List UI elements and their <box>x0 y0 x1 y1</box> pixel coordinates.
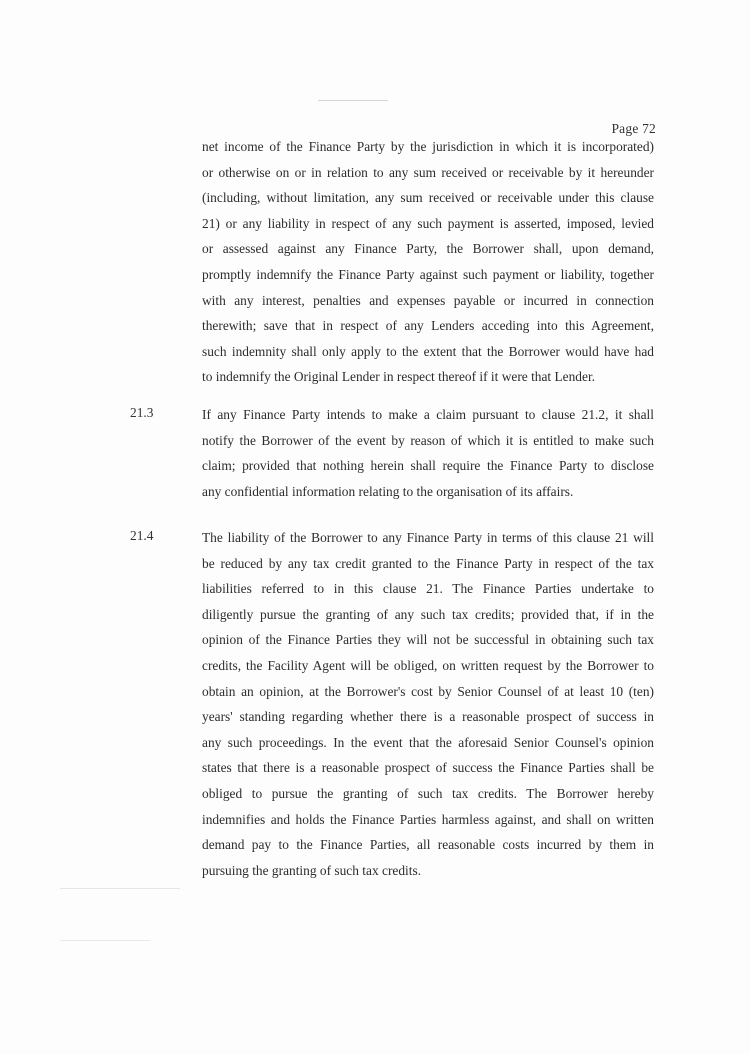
scan-artifact <box>318 100 388 101</box>
clause-number: 21.4 <box>130 528 154 543</box>
text-line: diligently pursue the granting of any such tax credits; provided that, if in the <box>202 606 654 622</box>
text-line: obtain an opinion, at the Borrower's cost by Senior Counsel of at least 10 (ten) <box>202 683 654 699</box>
text-line: claim; provided that nothing herein shall require the Finance Party to disclose <box>202 458 654 474</box>
continuation-paragraph <box>202 134 654 390</box>
text-line: indemnifies and holds the Finance Parties harmless against, and shall on written <box>202 811 654 827</box>
text-line: The liability of the Borrower to any Finance Party in terms of this clause 21 will <box>202 530 654 545</box>
scan-artifact <box>60 888 180 889</box>
text-line: any confidential information relating to the organisation of its affairs. <box>202 483 574 499</box>
text-line: credits, the Facility Agent will be obliged, on written request by the Borrower to <box>202 657 654 673</box>
text-line: with any interest, penalties and expenses payable or incurred in connection <box>202 292 654 308</box>
text-line: such indemnity shall only apply to the extent that the Borrower would have had <box>202 343 654 359</box>
text-line: promptly indemnify the Finance Party against such payment or liability, together <box>202 266 654 282</box>
text-line: be reduced by any tax credit granted to the Finance Party in respect of the tax <box>202 555 654 571</box>
clause-number: 21.3 <box>130 405 154 420</box>
text-line: (including, without limitation, any sum received or receivable under this clause <box>202 190 654 206</box>
clause-paragraph <box>202 402 654 504</box>
text-line: liabilities referred to in this clause 21. The Finance Parties undertake to <box>202 581 654 597</box>
page-number: Page 72 <box>611 121 656 136</box>
text-line: 21) or any liability in respect of any such payment is asserted, imposed, levied <box>202 215 654 231</box>
text-line: or otherwise on or in relation to any sum received or receivable by it hereunder <box>202 164 654 180</box>
text-line: opinion of the Finance Parties they will not be successful in obtaining such tax <box>202 632 654 648</box>
text-line: net income of the Finance Party by the jurisdiction in which it is incorporated) <box>202 139 654 154</box>
text-line: to indemnify the Original Lender in respect thereof if it were that Lender. <box>202 369 596 385</box>
text-line: years' standing regarding whether there is a reasonable prospect of success in <box>202 709 654 725</box>
text-line: states that there is a reasonable prospect of success the Finance Parties shall be <box>202 760 654 776</box>
scan-artifact <box>60 940 150 941</box>
text-line: therewith; save that in respect of any Lenders acceding into this Agreement, <box>202 318 654 334</box>
text-line: demand pay to the Finance Parties, all reasonable costs incurred by them in <box>202 837 654 853</box>
text-line: obliged to pursue the granting of such tax credits. The Borrower hereby <box>202 785 654 801</box>
text-line: notify the Borrower of the event by reason of which it is entitled to make such <box>202 432 654 448</box>
text-line: If any Finance Party intends to make a claim pursuant to clause 21.2, it shall <box>202 407 654 422</box>
text-line: or assessed against any Finance Party, the Borrower shall, upon demand, <box>202 241 654 257</box>
text-line: pursuing the granting of such tax credits. <box>202 862 422 878</box>
text-line: any such proceedings. In the event that the aforesaid Senior Counsel's opinion <box>202 734 654 750</box>
clause-paragraph <box>202 525 654 883</box>
